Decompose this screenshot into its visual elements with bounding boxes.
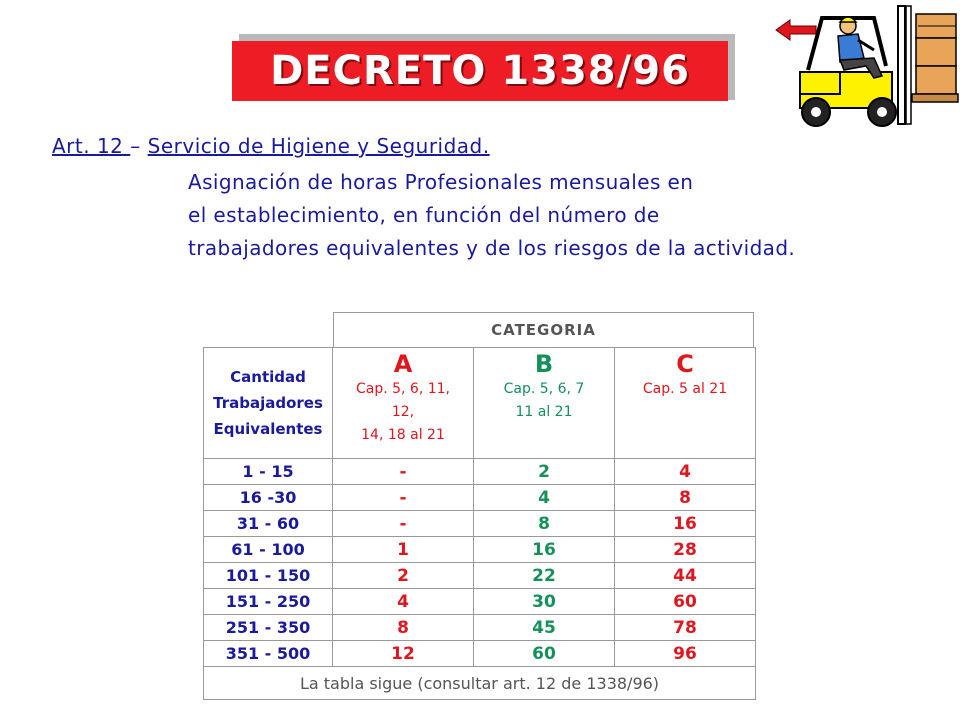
article-line-2: el establecimiento, en función del número de xyxy=(188,203,660,227)
b-cell: 8 xyxy=(474,511,615,537)
category-letter: A xyxy=(393,350,413,378)
qty-cell: 61 - 100 xyxy=(204,537,333,563)
qty-header-line: Cantidad xyxy=(230,368,306,386)
category-header-table xyxy=(333,312,754,348)
category-b-header xyxy=(474,348,615,459)
article-title: Servicio de Higiene y Seguridad. xyxy=(147,134,490,158)
a-cell: 8 xyxy=(333,615,474,641)
c-cell: 16 xyxy=(615,511,756,537)
table-row xyxy=(204,511,756,537)
a-cell: 1 xyxy=(333,537,474,563)
a-cell: - xyxy=(333,485,474,511)
article-dash: – xyxy=(130,134,148,158)
qty-cell: 1 - 15 xyxy=(204,459,333,485)
a-cell: 2 xyxy=(333,563,474,589)
c-cell: 4 xyxy=(615,459,756,485)
b-cell: 30 xyxy=(474,589,615,615)
article-line-1: Asignación de horas Profesionales mensuales en xyxy=(188,170,694,194)
c-cell: 78 xyxy=(615,615,756,641)
b-cell: 22 xyxy=(474,563,615,589)
category-chapters: Cap. 5 al 21 xyxy=(642,381,728,397)
qty-cell: 151 - 250 xyxy=(204,589,333,615)
table-note-row xyxy=(204,667,756,700)
table-header-row xyxy=(204,348,756,459)
c-cell: 60 xyxy=(615,589,756,615)
b-cell: 2 xyxy=(474,459,615,485)
category-chapters: Cap. 5, 6, 7 xyxy=(503,381,585,397)
category-a-header xyxy=(333,348,474,459)
category-c-header xyxy=(615,348,756,459)
article-number: Art. 12 xyxy=(52,134,131,158)
category-chapters: Cap. 5, 6, 11, xyxy=(355,381,451,397)
qty-cell: 351 - 500 xyxy=(204,641,333,667)
a-cell: 4 xyxy=(333,589,474,615)
qty-cell: 16 -30 xyxy=(204,485,333,511)
qty-cell: 251 - 350 xyxy=(204,615,333,641)
hours-table xyxy=(203,347,756,700)
qty-header-line: Equivalentes xyxy=(213,420,323,438)
qty-cell: 31 - 60 xyxy=(204,511,333,537)
c-cell: 28 xyxy=(615,537,756,563)
forklift-icon xyxy=(770,2,960,132)
qty-cell: 101 - 150 xyxy=(204,563,333,589)
a-cell: 12 xyxy=(333,641,474,667)
category-chapters: 12, xyxy=(391,404,415,420)
category-letter: C xyxy=(676,350,694,378)
qty-header xyxy=(204,348,333,459)
table-row xyxy=(204,459,756,485)
category-chapters: 14, 18 al 21 xyxy=(361,427,445,443)
table-row xyxy=(204,537,756,563)
article-line-3: trabajadores equivalentes y de los riesgos de la actividad. xyxy=(188,236,796,260)
page-title: DECRETO 1338/96 xyxy=(232,41,728,101)
c-cell: 8 xyxy=(615,485,756,511)
b-cell: 60 xyxy=(474,641,615,667)
b-cell: 4 xyxy=(474,485,615,511)
table-row xyxy=(204,615,756,641)
a-cell: - xyxy=(333,459,474,485)
table-row xyxy=(204,641,756,667)
category-header: CATEGORIA xyxy=(334,313,754,348)
b-cell: 45 xyxy=(474,615,615,641)
table-row xyxy=(204,563,756,589)
b-cell: 16 xyxy=(474,537,615,563)
article-heading xyxy=(52,134,490,158)
category-chapters: 11 al 21 xyxy=(515,404,573,420)
table-row xyxy=(204,589,756,615)
a-cell: - xyxy=(333,511,474,537)
table-note: La tabla sigue (consultar art. 12 de 1338/96) xyxy=(204,667,756,700)
qty-header-line: Trabajadores xyxy=(213,394,323,412)
left-arrow-icon xyxy=(776,20,816,40)
c-cell: 96 xyxy=(615,641,756,667)
c-cell: 44 xyxy=(615,563,756,589)
category-letter: B xyxy=(534,350,554,378)
table-row xyxy=(204,485,756,511)
